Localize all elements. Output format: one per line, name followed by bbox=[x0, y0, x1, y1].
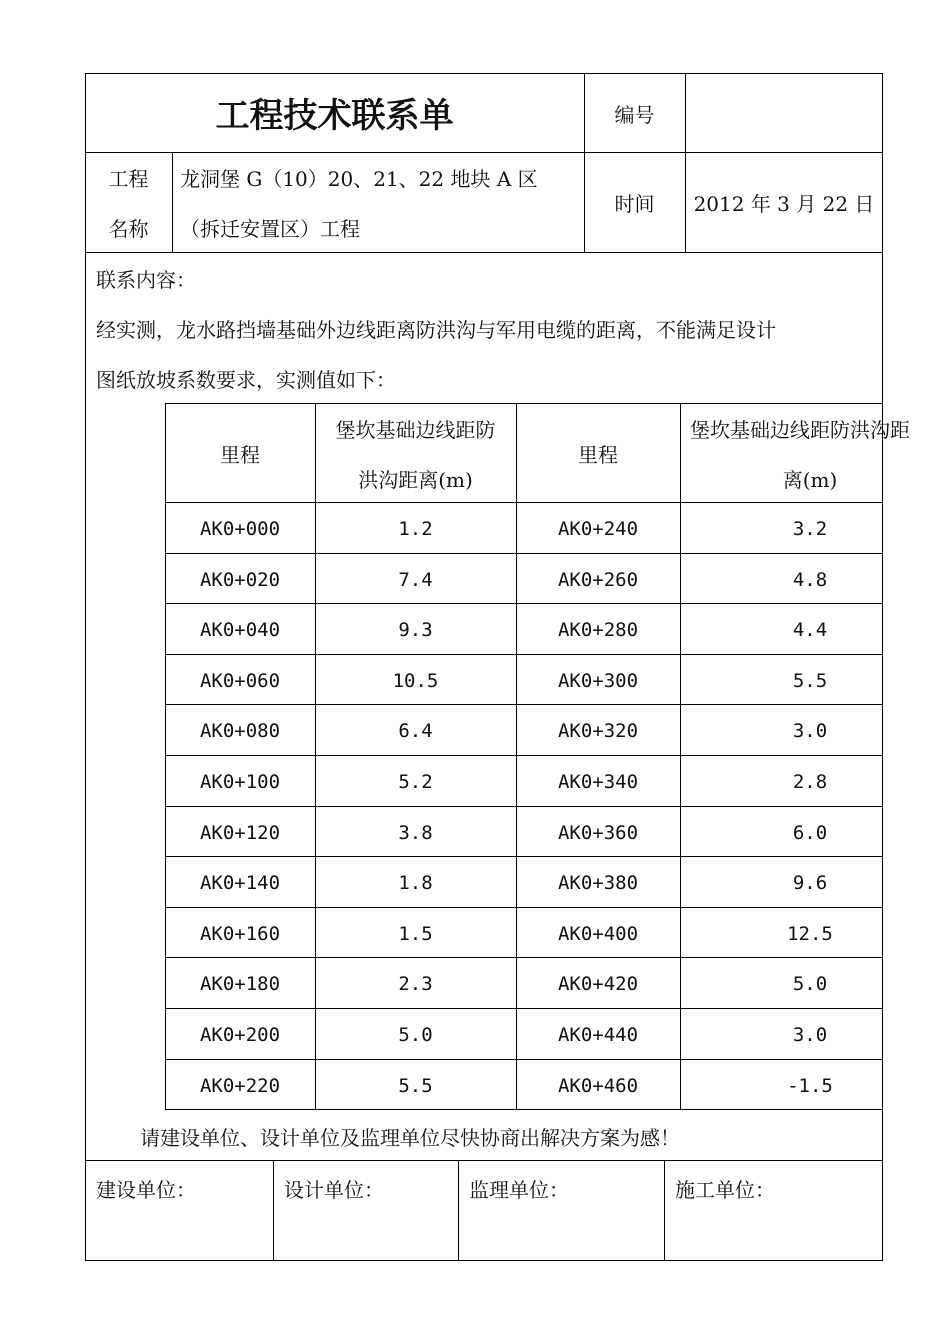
cell-distance: 10.5 bbox=[392, 669, 439, 692]
cell-distance: 5.0 bbox=[398, 1024, 433, 1046]
sign-designer-label: 设计单位： bbox=[284, 1178, 384, 1202]
cell-mileage: AK0+140 bbox=[199, 872, 281, 895]
cell-distance: 7.4 bbox=[398, 568, 433, 591]
rule-sign-3 bbox=[664, 1160, 665, 1261]
cell-distance-2: 6.0 bbox=[792, 821, 828, 844]
cell-distance-2: 5.0 bbox=[792, 973, 828, 996]
rule-field-label-left bbox=[584, 73, 585, 252]
cell-distance: 3.8 bbox=[398, 821, 433, 844]
cell-mileage-2: AK0+400 bbox=[557, 922, 639, 945]
cell-mileage: AK0+180 bbox=[199, 973, 281, 996]
rule-project-bottom bbox=[85, 252, 883, 253]
cell-mileage: AK0+020 bbox=[199, 568, 281, 591]
rule-field-value-left bbox=[685, 73, 686, 252]
cell-mileage-2: AK0+300 bbox=[557, 669, 639, 692]
cell-distance: 1.5 bbox=[398, 922, 433, 945]
project-label-line1: 工程 bbox=[108, 167, 149, 191]
rule-title-bottom bbox=[85, 152, 883, 153]
cell-mileage: AK0+120 bbox=[199, 821, 281, 844]
cell-mileage-2: AK0+260 bbox=[557, 568, 639, 591]
project-name-line1: 龙洞堡 G（10）20、21、22 地块 A 区 bbox=[180, 167, 538, 191]
table-header-distance-line2: 洪沟距离(m) bbox=[358, 468, 473, 492]
cell-distance: 1.2 bbox=[398, 518, 433, 540]
cell-distance: 1.8 bbox=[398, 872, 433, 895]
table-header-distance2-line2: 离(m) bbox=[782, 468, 838, 492]
cell-mileage-2: AK0+380 bbox=[557, 872, 639, 895]
cell-mileage-2: AK0+280 bbox=[557, 619, 639, 642]
cell-distance: 5.5 bbox=[398, 1074, 433, 1097]
cell-mileage-2: AK0+460 bbox=[557, 1074, 639, 1097]
cell-mileage-2: AK0+420 bbox=[557, 973, 639, 996]
table-header-distance-line1: 堡坎基础边线距防 bbox=[335, 418, 496, 442]
rule-sign-1 bbox=[273, 1160, 274, 1261]
cell-mileage-2: AK0+240 bbox=[557, 518, 639, 540]
cell-distance-2: 4.8 bbox=[792, 568, 828, 591]
cell-distance-2: 3.2 bbox=[792, 518, 828, 540]
cell-distance-2: 2.8 bbox=[792, 771, 828, 793]
cell-distance: 6.4 bbox=[398, 720, 433, 743]
sign-owner-label: 建设单位： bbox=[96, 1178, 196, 1202]
table-header-distance2-line1: 堡坎基础边线距防洪沟距 bbox=[690, 418, 910, 442]
cell-distance-2: 5.5 bbox=[792, 669, 828, 692]
request-text: 请建设单位、设计单位及监理单位尽快协商出解决方案为感！ bbox=[140, 1126, 680, 1150]
table-header-mileage: 里程 bbox=[220, 443, 260, 467]
cell-mileage: AK0+000 bbox=[199, 518, 281, 540]
content-label: 联系内容： bbox=[96, 268, 196, 292]
rule-project-label-right bbox=[172, 152, 173, 252]
cell-mileage-2: AK0+360 bbox=[557, 821, 639, 844]
cell-mileage-2: AK0+340 bbox=[557, 771, 639, 793]
cell-mileage: AK0+200 bbox=[199, 1024, 281, 1046]
cell-distance: 2.3 bbox=[398, 973, 433, 996]
cell-mileage: AK0+220 bbox=[199, 1074, 281, 1097]
time-value: 2012 年 3 月 22 日 bbox=[693, 192, 875, 216]
cell-distance-2: 3.0 bbox=[792, 1024, 828, 1046]
rule-sign-2 bbox=[458, 1160, 459, 1261]
cell-distance: 9.3 bbox=[398, 619, 433, 642]
cell-mileage: AK0+100 bbox=[199, 771, 281, 793]
cell-mileage: AK0+040 bbox=[199, 619, 281, 642]
sign-supervisor-label: 监理单位： bbox=[469, 1178, 569, 1202]
cell-mileage-2: AK0+440 bbox=[557, 1024, 639, 1046]
time-label: 时间 bbox=[614, 192, 655, 216]
cell-distance-2: 9.6 bbox=[792, 872, 828, 895]
content-line1: 经实测，龙水路挡墙基础外边线距离防洪沟与军用电缆的距离，不能满足设计 bbox=[96, 318, 776, 342]
table-header-mileage-2: 里程 bbox=[578, 443, 618, 467]
cell-distance-2: 4.4 bbox=[792, 619, 828, 642]
content-line2: 图纸放坡系数要求，实测值如下： bbox=[96, 368, 396, 392]
number-label: 编号 bbox=[614, 103, 655, 127]
cell-mileage-2: AK0+320 bbox=[557, 720, 639, 743]
rule-sign-top bbox=[85, 1160, 883, 1161]
form-title: 工程技术联系单 bbox=[215, 96, 454, 136]
project-label-line2: 名称 bbox=[108, 217, 149, 241]
cell-distance-2: 3.0 bbox=[792, 720, 828, 743]
cell-mileage: AK0+080 bbox=[199, 720, 281, 743]
sign-constructor-label: 施工单位： bbox=[675, 1178, 775, 1202]
cell-distance-2: 12.5 bbox=[787, 922, 833, 945]
measurement-table bbox=[165, 403, 883, 1111]
cell-mileage: AK0+060 bbox=[199, 669, 281, 692]
cell-distance: 5.2 bbox=[398, 771, 433, 793]
cell-mileage: AK0+160 bbox=[199, 922, 281, 945]
project-name-line2: （拆迁安置区）工程 bbox=[180, 217, 360, 241]
cell-distance-2: -1.5 bbox=[787, 1074, 833, 1097]
